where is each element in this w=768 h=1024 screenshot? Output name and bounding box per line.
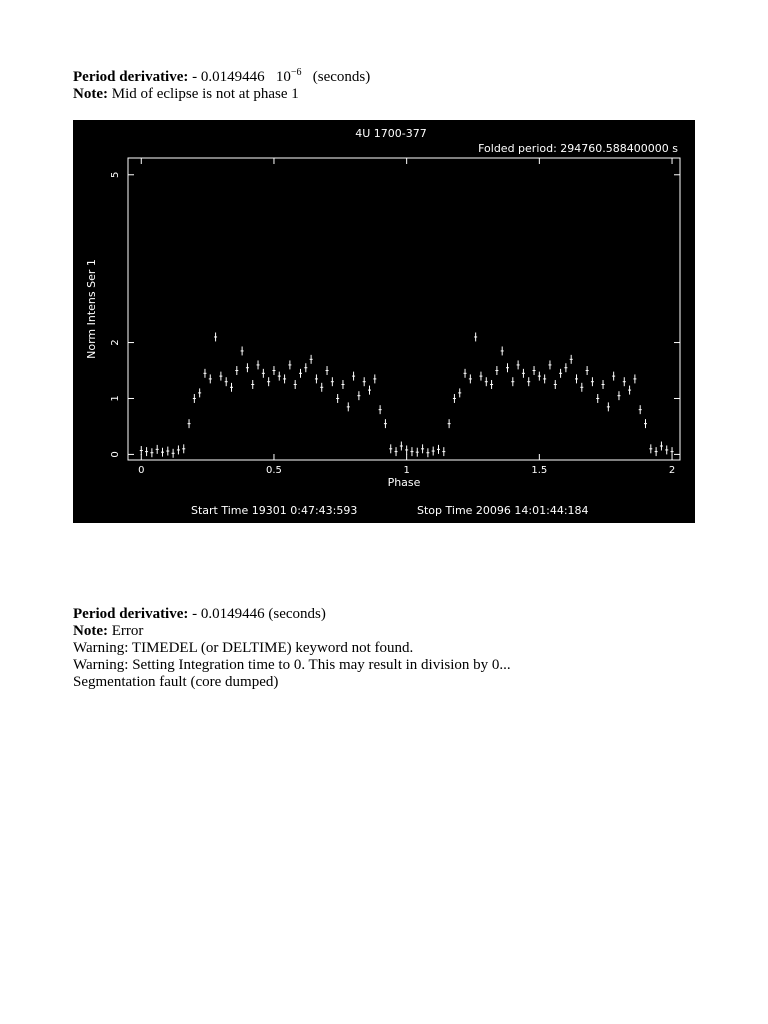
note-label: Note: — [73, 86, 108, 102]
x-tick-label: 0.5 — [266, 465, 282, 476]
warning-integration-time: Warning: Setting Integration time to 0. This may result in division by 0... — [73, 657, 511, 673]
note-label-2: Note: — [73, 623, 108, 639]
period-derivative-line-2 — [73, 606, 511, 623]
note-text: Mid of eclipse is not at phase 1 — [107, 86, 299, 102]
x-tick-label: 1.5 — [531, 465, 548, 476]
y-tick-label: 0 — [110, 451, 121, 458]
light-curve-plot — [73, 120, 695, 523]
info-block-top — [73, 69, 370, 103]
note-line — [73, 86, 370, 103]
x-axis-label: Phase — [387, 476, 421, 489]
chart-subtitle: Folded period: 294760.588400000 s — [478, 142, 678, 155]
chart-title: 4U 1700-377 — [355, 127, 427, 140]
y-axis-label: Norm Intens Ser 1 — [85, 259, 98, 359]
chart-background — [73, 120, 695, 523]
period-exponent: −6 — [290, 67, 302, 78]
chart-svg — [73, 120, 695, 523]
period-derivative-line — [73, 69, 370, 86]
start-time-label: Start Time 19301 0:47:43:593 — [191, 504, 358, 517]
stop-time-label: Stop Time 20096 14:01:44:184 — [417, 504, 589, 517]
x-tick-label: 0 — [138, 465, 145, 476]
period-derivative-label-2: Period derivative: — [73, 606, 189, 622]
note-text-2: Error — [107, 623, 144, 639]
y-tick-label: 5 — [110, 171, 121, 178]
segfault-message: Segmentation fault (core dumped) — [73, 674, 279, 690]
period-derivative-value: - 0.0149446 10 — [188, 69, 291, 85]
y-tick-label: 1 — [110, 395, 121, 402]
x-tick-label: 1 — [403, 465, 410, 476]
period-unit: (seconds) — [301, 69, 371, 85]
period-derivative-label: Period derivative: — [73, 69, 189, 85]
period-derivative-value-2: - 0.0149446 (seconds) — [188, 606, 326, 622]
x-tick-label: 2 — [668, 465, 676, 476]
note-line-2 — [73, 623, 511, 640]
y-tick-label: 2 — [110, 339, 121, 346]
info-block-bottom — [73, 606, 511, 691]
warning-timedel: Warning: TIMEDEL (or DELTIME) keyword not found. — [73, 640, 414, 656]
